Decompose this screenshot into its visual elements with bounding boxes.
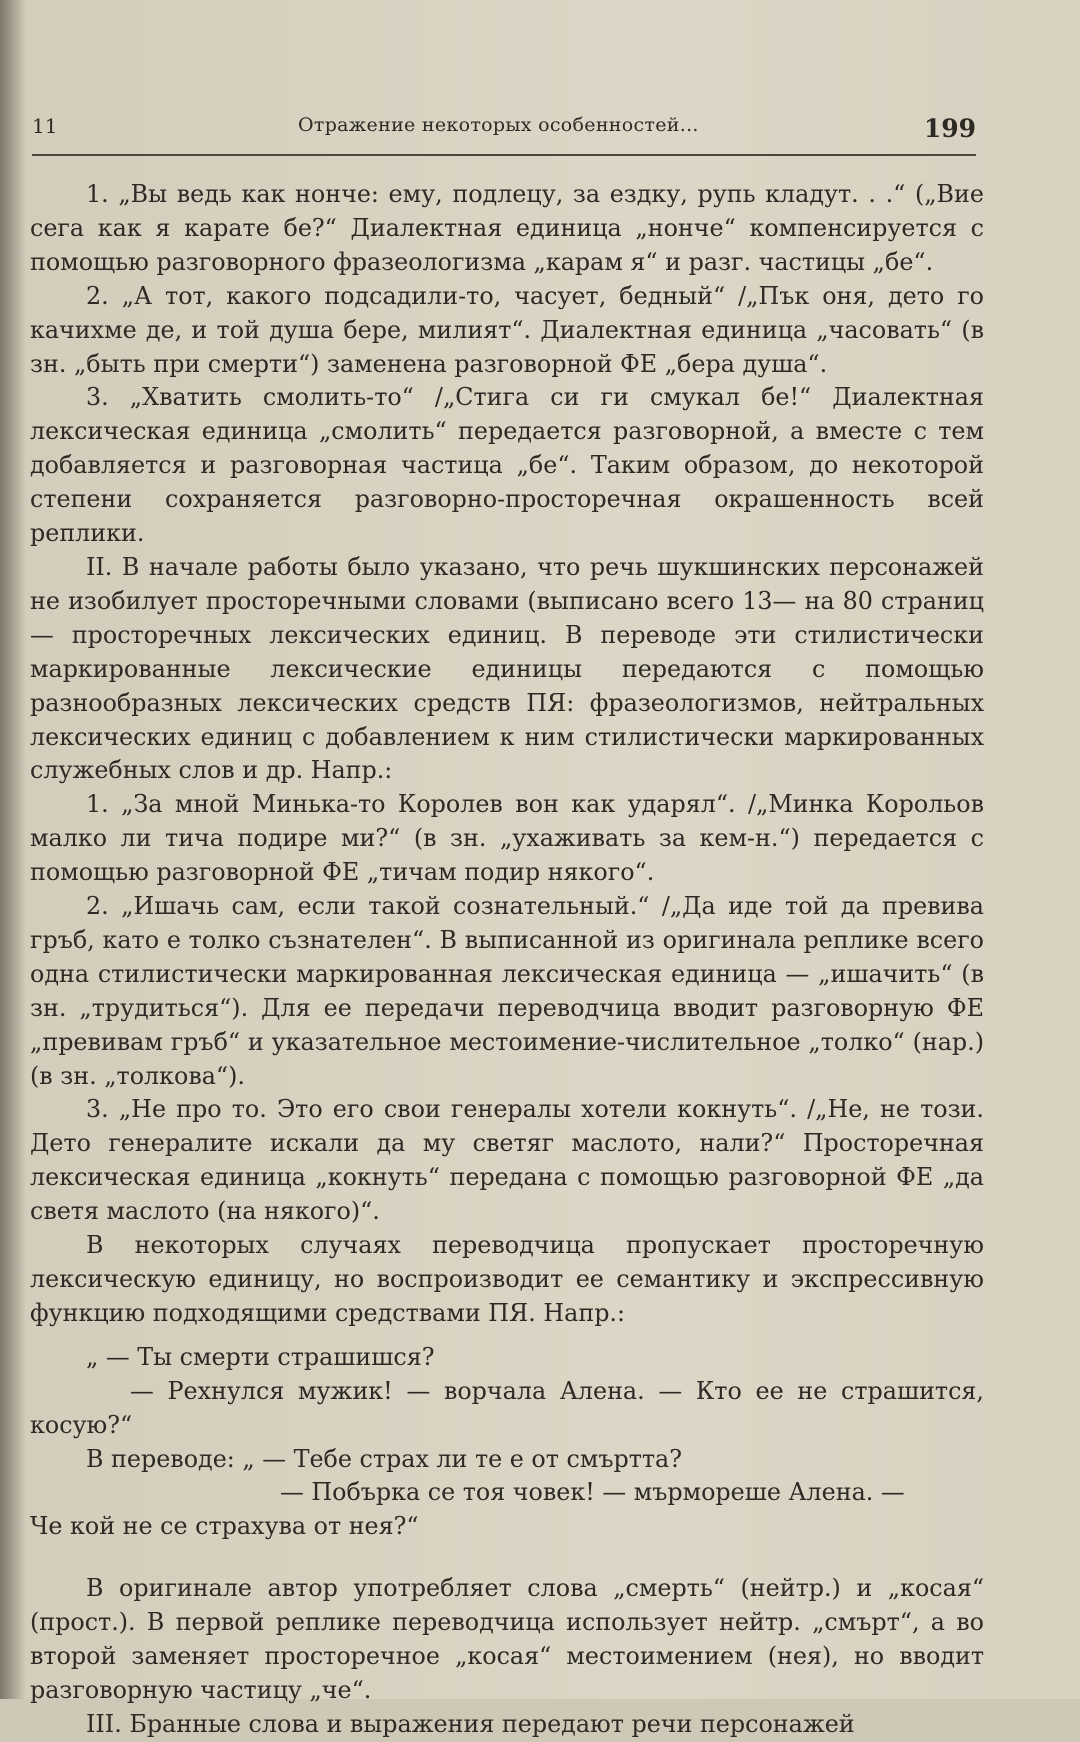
chapter-number: 11 — [32, 114, 58, 138]
dialog-line: — Рехнулся мужик! — ворчала Алена. — Кто ее не страшится, косую?“ — [30, 1376, 984, 1439]
paragraph: В оригинале автор употребляет слова „смерть“ (нейтр.) и „косая“ (прост.). В первой реплике переводчица использует нейтр. „смърт“, а во второй заменяет просторечное „косая“ местоимением (нея), но вводит разговорную частицу „че“. — [30, 1574, 984, 1704]
dialog-line: Че кой не се страхува от нея?“ — [30, 1512, 419, 1541]
paragraph: В некоторых случаях переводчица пропускает просторечную лексическую единицу, но воспроизводит ее семантику и экспрессивную функцию подходящими средствами ПЯ. Напр.: — [30, 1231, 984, 1327]
paragraph: 1. „Вы ведь как нонче: ему, подлецу, за ездку, рупь кладут. . .“ („Вие сега как я карате бе?“ Диалектная единица „нонче“ компенсируется с помощью разговорного фразеологизма „карам я“ и разг. частицы „бе“. — [30, 180, 984, 276]
paragraph: 3. „Не про то. Это его свои генералы хотели кокнуть“. /„Не, не този. Дето генералите искали да му светяг маслото, нали?“ Просторечная лексическая единица „кокнуть“ передана с помощью разговорной ФЕ „да светя маслото (на някого)“. — [30, 1095, 984, 1226]
dialog-line: „ — Ты смерти страшишся? — [86, 1342, 435, 1371]
paragraph: 2. „Ишачь сам, если такой сознательный.“ /„Да иде той да превива гръб, като е толко съзнателен“. В выписанной из оригинала реплике всего одна стилистически маркированная лексическая единица — „ишачить“ (в зн. „трудиться“). Для ее передачи переводчица вводит разговорную ФЕ „превивам гръб“ и указательное местоимение-числительное „толко“ (нар.) (в зн. „толкова“). — [30, 892, 984, 1090]
paragraph: 1. „За мной Минька-то Королев вон как ударял“. /„Минка Корольов малко ли тича подире ми?“ (в зн. „ухаживать за кем-н.“) передается с помощью разговорной ФЕ „тичам подир някого“. — [30, 790, 984, 887]
running-header — [32, 114, 976, 156]
paragraph: 2. „А тот, какого подсадили-то, часует, бедный“ /„Пък оня, дето го качихме де, и той душа бере, милият“. Диалектная единица „часовать“ (в зн. „быть при смерти“) заменена разговорной ФЕ „бера душа“. — [30, 281, 984, 378]
running-title: Отражение некоторых особенностей... — [298, 114, 699, 136]
paragraph: III. Бранные слова и выражения передают речи персонажей — [86, 1709, 855, 1738]
dialog-line: В переводе: „ — Тебе страх ли те е от смъртта? — [86, 1444, 682, 1473]
paragraph: 3. „Хватить смолить-то“ /„Стига си ги смукал бе!“ Диалектная лексическая единица „смолить“ передается разговорной, а вместе с тем добавляется и разговорная частица „бе“. Таким образом, до некоторой степени сохраняется разговорно-просторечная окрашенность всей реплики. — [30, 383, 984, 548]
page-number: 199 — [923, 114, 976, 143]
paragraph: II. В начале работы было указано, что речь шукшинских персонажей не изобилует просторечными словами (выписано всего 13— на 80 страниц — просторечных лексических единиц. В переводе эти стилистически маркированные лексические единицы передаются с помощью разнообразных лексических средств ПЯ: фразеологизмов, нейтральных лексических единиц с добавлением к ним стилистически маркированных служебных слов и др. Напр.: — [30, 552, 984, 785]
dialog-line: — Побърка се тоя човек! — мърмореше Алена. — — [280, 1478, 905, 1507]
body-text — [30, 178, 984, 1742]
